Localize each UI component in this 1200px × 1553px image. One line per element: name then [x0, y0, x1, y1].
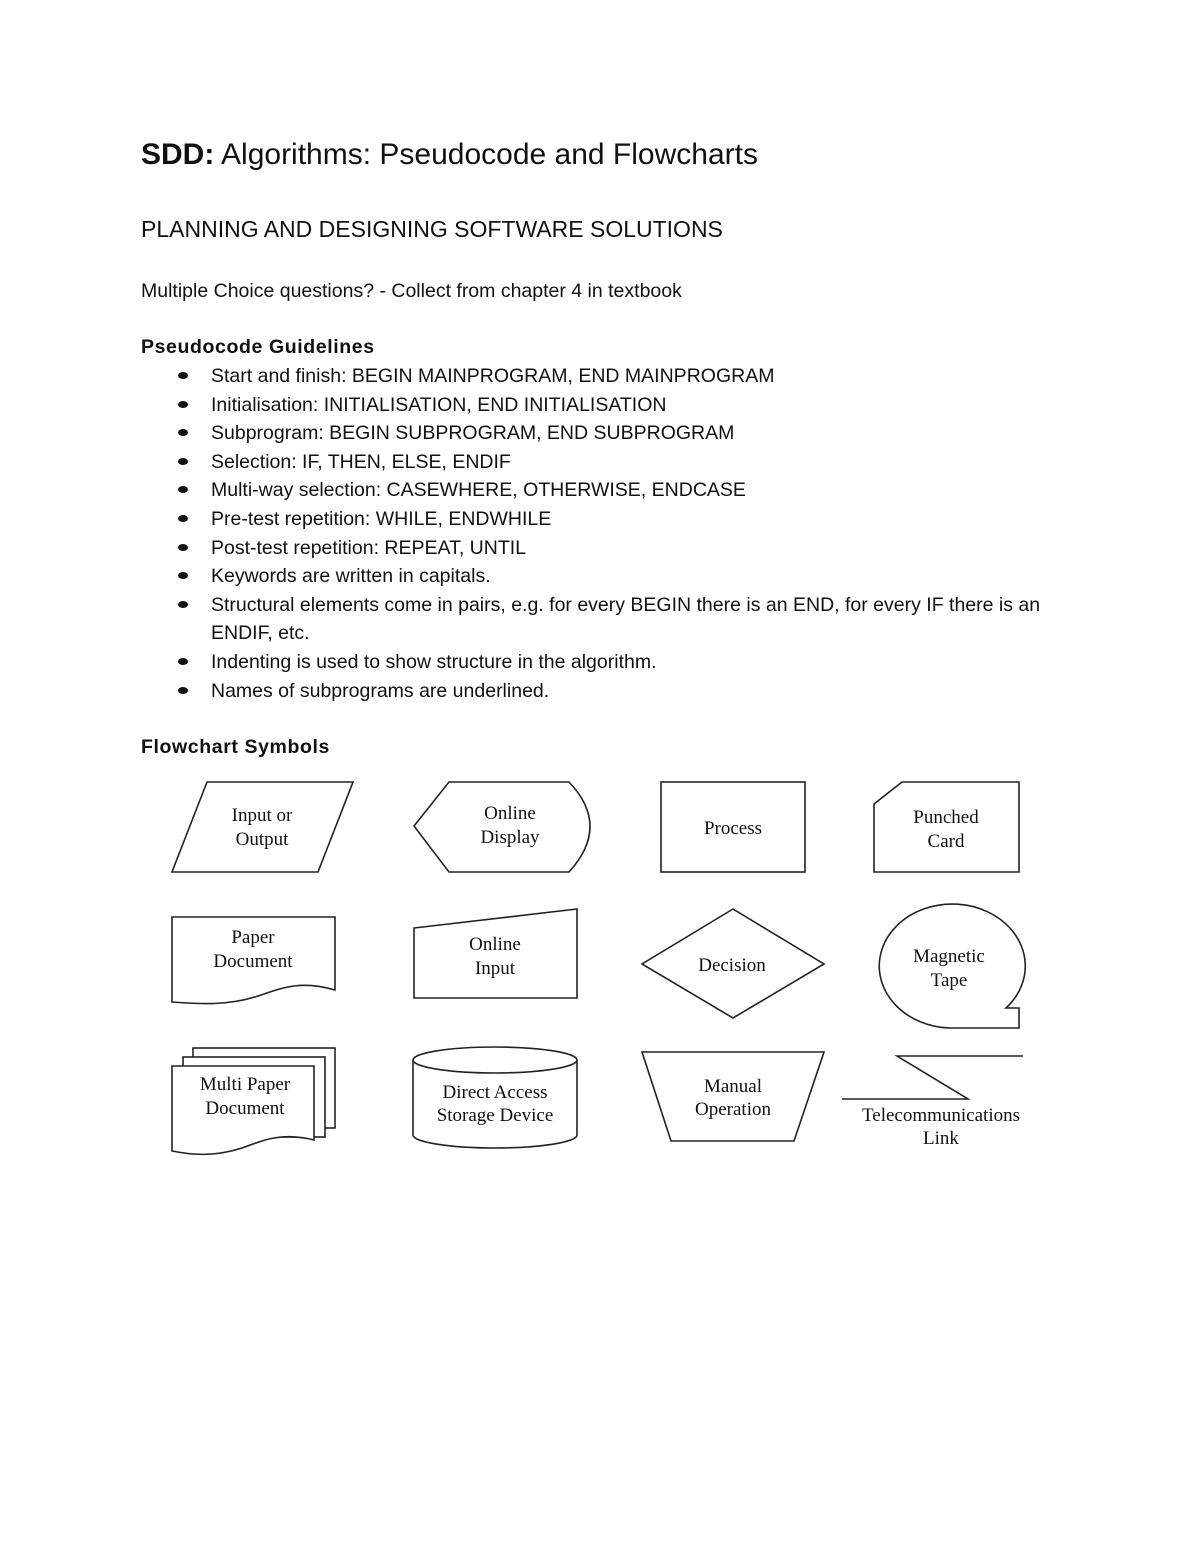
process-symbol	[661, 782, 805, 872]
flowchart-symbols-diagram	[0, 760, 1200, 1180]
symbol-label: Input	[474, 958, 516, 979]
symbol-label: Input or	[231, 805, 293, 826]
list-item: Structural elements come in pairs, e.g. for every BEGIN there is an END, for every IF there is an ENDIF, etc.	[211, 591, 1061, 648]
title-prefix: SDD:	[141, 138, 215, 171]
symbol-label: Online	[484, 803, 536, 824]
pseudocode-heading: Pseudocode Guidelines	[141, 336, 375, 358]
paper-document-symbol	[172, 917, 335, 1004]
direct-access-storage-symbol	[413, 1047, 577, 1148]
punched-card-symbol	[874, 782, 1019, 872]
symbol-label: Output	[235, 829, 289, 850]
list-item: Selection: IF, THEN, ELSE, ENDIF	[211, 448, 1061, 477]
symbol-label: Punched	[913, 807, 979, 828]
telecommunications-link-symbol	[842, 1056, 1023, 1149]
list-item: Pre-test repetition: WHILE, ENDWHILE	[211, 505, 1061, 534]
list-item: Keywords are written in capitals.	[211, 562, 1061, 591]
multi-paper-document-symbol	[172, 1048, 335, 1154]
manual-operation-symbol	[642, 1052, 824, 1141]
symbol-label: Process	[703, 818, 763, 839]
symbol-label: Magnetic	[913, 946, 985, 967]
symbol-label: Link	[923, 1128, 959, 1149]
symbol-label: Display	[480, 827, 540, 848]
symbol-label: Card	[927, 831, 965, 852]
title-text: Algorithms: Pseudocode and Flowcharts	[214, 138, 758, 171]
symbol-label: Online	[469, 934, 521, 955]
input-output-symbol	[172, 782, 353, 872]
online-display-symbol	[414, 782, 590, 872]
list-item: Indenting is used to show structure in the algorithm.	[211, 648, 1061, 677]
symbol-label: Manual	[703, 1076, 763, 1097]
magnetic-tape-symbol	[879, 904, 1025, 1028]
intro-line: Multiple Choice questions? - Collect from chapter 4 in textbook	[141, 280, 682, 302]
list-item: Start and finish: BEGIN MAINPROGRAM, END MAINPROGRAM	[211, 362, 1061, 391]
symbol-label: Direct Access	[442, 1082, 548, 1103]
symbol-label: Tape	[930, 970, 968, 991]
list-item: Names of subprograms are underlined.	[211, 677, 1061, 706]
symbol-label: Paper	[231, 927, 275, 948]
list-item: Multi-way selection: CASEWHERE, OTHERWISE, ENDCASE	[211, 476, 1061, 505]
list-item: Subprogram: BEGIN SUBPROGRAM, END SUBPROGRAM	[211, 419, 1061, 448]
page-title	[141, 138, 758, 172]
symbol-label: Storage Device	[436, 1105, 554, 1126]
section-heading: PLANNING AND DESIGNING SOFTWARE SOLUTIONS	[141, 216, 723, 242]
symbol-label: Decision	[698, 955, 766, 976]
symbol-label: Document	[205, 1098, 285, 1119]
symbol-label: Document	[213, 951, 293, 972]
list-item: Post-test repetition: REPEAT, UNTIL	[211, 534, 1061, 563]
decision-symbol	[642, 909, 824, 1018]
list-item: Initialisation: INITIALISATION, END INITIALISATION	[211, 391, 1061, 420]
symbol-label: Telecommunications	[861, 1105, 1021, 1126]
flowchart-heading: Flowchart Symbols	[141, 736, 330, 758]
symbol-label: Multi Paper	[199, 1074, 291, 1095]
symbol-label: Operation	[695, 1099, 771, 1120]
online-input-symbol	[414, 909, 577, 998]
pseudocode-guidelines-list	[211, 362, 1061, 705]
